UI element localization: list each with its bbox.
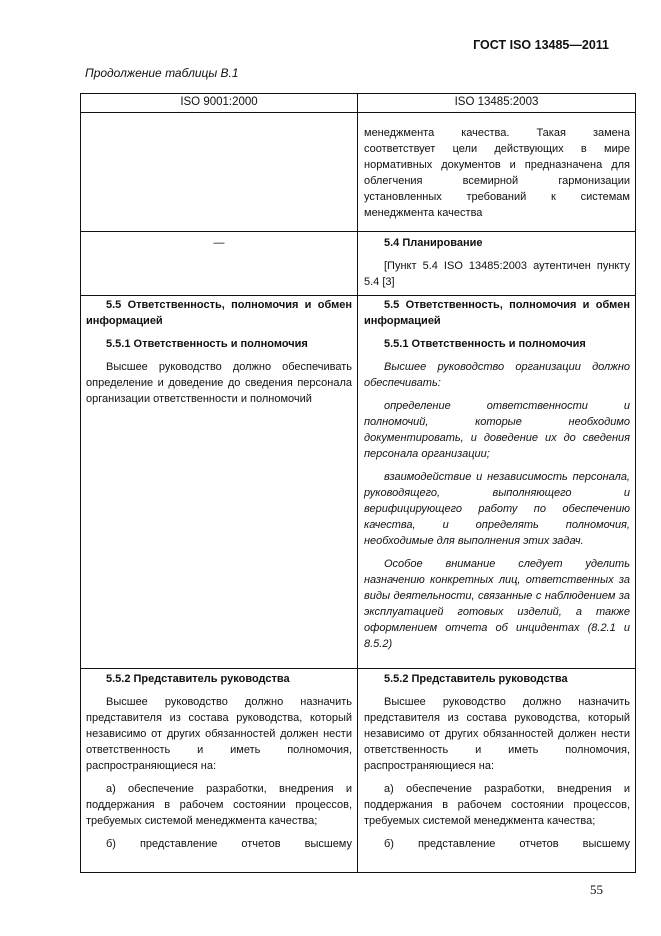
row-divider [81,112,635,113]
paragraph: б) представление отчетов высшему [384,838,630,850]
table-caption: Продолжение таблицы В.1 [85,66,239,80]
subsection-title: 5.5.1 Ответственность и полномочия [384,338,586,350]
section-title: 5.5 Ответственность, полномочия и обмен информацией [86,299,352,327]
comparison-table [80,93,636,873]
section-title: 5.4 Планирование [384,237,483,249]
column-header-right: ISO 13485:2003 [454,96,539,108]
row3-left-cell [86,297,352,414]
paragraph: б) представление отчетов высшему [106,838,352,850]
page-number: 55 [590,882,603,897]
paragraph: Высшее руководство должно назначить представителя из состава руководства, который независимо от других обязанностей должен нести ответственность и иметь полномочия, распространяющиеся на: [364,696,630,772]
section-title: 5.5 Ответственность, полномочия и обмен информацией [364,299,630,327]
row2-right-cell [364,235,630,297]
paragraph: [Пункт 5.4 ISO 13485:2003 аутентичен пункту 5.4 [3] [364,260,630,288]
paragraph: определение ответственности и полномочий, которые необходимо документировать, и доведение их до сведения персонала организации; [364,400,630,460]
standard-header: ГОСТ ISO 13485—2011 [473,38,609,52]
subsection-title: 5.5.2 Представитель руководства [106,673,290,685]
paragraph: а) обеспечение разработки, внедрения и поддержания в рабочем состоянии процессов, требуемых системой менеджмента качества; [86,783,352,827]
paragraph: взаимодействие и независимость персонала, руководящего, выполняющего и верифицирующего работу по обеспечению качества, и определять полномочия, необходимые для выполнения этих задач. [364,471,630,547]
column-divider [357,94,358,872]
column-header-left: ISO 9001:2000 [180,96,258,108]
paragraph: Высшее руководство должно обеспечивать определение и доведение до сведения персонала организации ответственности и полномочий [86,361,352,405]
subsection-title: 5.5.2 Представитель руководства [384,673,568,685]
row1-right-cell [364,125,630,228]
paragraph: менеджмента качества. Такая замена соответствует цели действующих в мире нормативных документов и предназначена для облегчения всемирной гармонизации установленных требований к системам менеджмента качества [364,127,630,219]
row4-right-cell [364,671,630,852]
row3-right-cell [364,297,630,652]
dash-placeholder: — [213,237,225,249]
row-divider [81,668,635,669]
row-divider [81,231,635,232]
paragraph: Особое внимание следует уделить назначению конкретных лиц, ответственных за виды деятельности, связанные с наблюдением за эксплуатацией готовых изделий, а также оформлением отчета об инцидентах (8.2.1 и 8.5.2) [364,558,630,650]
subsection-title: 5.5.1 Ответственность и полномочия [106,338,308,350]
paragraph: Высшее руководство должно назначить представителя из состава руководства, который независимо от других обязанностей должен нести ответственность и иметь полномочия, распространяющиеся на: [86,696,352,772]
row4-left-cell [86,671,352,852]
paragraph: а) обеспечение разработки, внедрения и поддержания в рабочем состоянии процессов, требуемых системой менеджмента качества; [364,783,630,827]
paragraph: Высшее руководство организации должно обеспечивать: [364,361,630,389]
row2-left-cell [86,235,352,258]
